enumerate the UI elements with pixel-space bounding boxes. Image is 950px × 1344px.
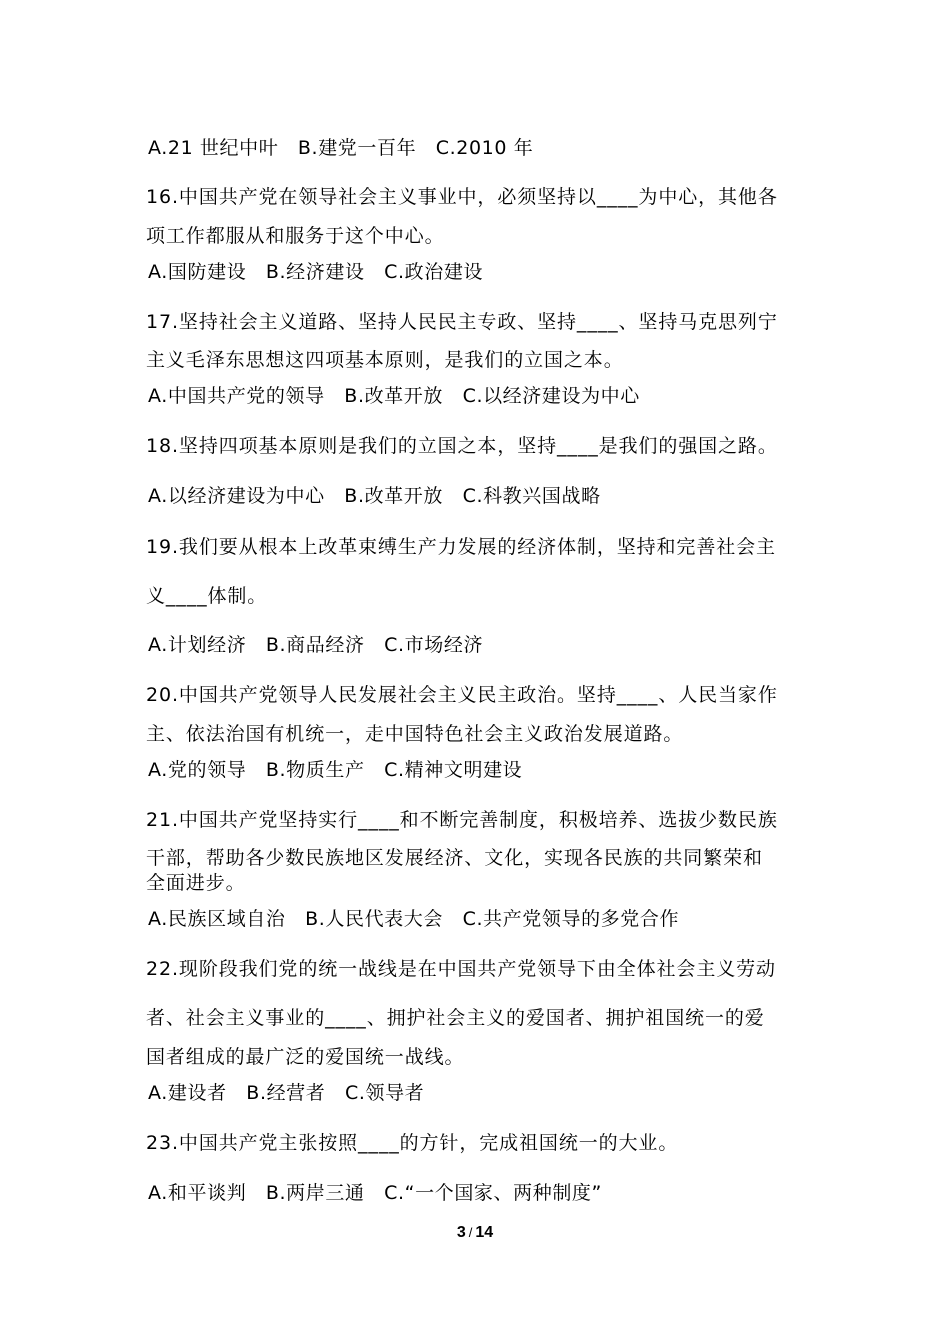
question-text-line: 国者组成的最广泛的爱国统一战线。	[146, 1046, 465, 1068]
answer-options-line: A.建设者 B.经营者 C.领导者	[148, 1082, 425, 1104]
answer-options-line: A.民族区域自治 B.人民代表大会 C.共产党领导的多党合作	[148, 908, 680, 930]
answer-options-line: A.21 世纪中叶 B.建党一百年 C.2010 年	[148, 137, 534, 159]
question-text-line: 17.坚持社会主义道路、坚持人民民主专政、坚持____、坚持马克思列宁	[146, 311, 778, 333]
question-text-line: 义____体制。	[146, 585, 268, 607]
page-number	[0, 1224, 950, 1242]
question-text-line: 22.现阶段我们党的统一战线是在中国共产党领导下由全体社会主义劳动	[146, 958, 776, 980]
answer-options-line: A.国防建设 B.经济建设 C.政治建设	[148, 261, 484, 283]
question-text-line: 19.我们要从根本上改革束缚生产力发展的经济体制，坚持和完善社会主	[146, 536, 776, 558]
answer-options-line: A.以经济建设为中心 B.改革开放 C.科教兴国战略	[148, 485, 601, 507]
question-text-line: 16.中国共产党在领导社会主义事业中，必须坚持以____为中心，其他各	[146, 186, 778, 208]
answer-options-line: A.中国共产党的领导 B.改革开放 C.以经济建设为中心	[148, 385, 640, 407]
answer-options-line: A.和平谈判 B.两岸三通 C.“一个国家、两种制度”	[148, 1182, 602, 1204]
question-text-line: 全面进步。	[146, 872, 246, 894]
question-text-line: 项工作都服从和服务于这个中心。	[146, 225, 445, 247]
answer-options-line: A.党的领导 B.物质生产 C.精神文明建设	[148, 759, 523, 781]
question-text-line: 23.中国共产党主张按照____的方针，完成祖国统一的大业。	[146, 1132, 679, 1154]
question-text-line: 18.坚持四项基本原则是我们的立国之本，坚持____是我们的强国之路。	[146, 435, 778, 457]
question-text-line: 21.中国共产党坚持实行____和不断完善制度，积极培养、选拔少数民族	[146, 809, 778, 831]
question-text-line: 主、依法治国有机统一，走中国特色社会主义政治发展道路。	[146, 723, 684, 745]
page-separator: /	[468, 1225, 473, 1240]
current-page-number: 3	[456, 1224, 466, 1241]
question-text-line: 干部，帮助各少数民族地区发展经济、文化，实现各民族的共同繁荣和	[146, 847, 763, 869]
answer-options-line: A.计划经济 B.商品经济 C.市场经济	[148, 634, 484, 656]
question-text-line: 20.中国共产党领导人民发展社会主义民主政治。坚持____、人民当家作	[146, 684, 778, 706]
question-text-line: 主义毛泽东思想这四项基本原则，是我们的立国之本。	[146, 349, 624, 371]
question-text-line: 者、社会主义事业的____、拥护社会主义的爱国者、拥护祖国统一的爱	[146, 1007, 765, 1029]
total-page-count: 14	[475, 1224, 494, 1241]
